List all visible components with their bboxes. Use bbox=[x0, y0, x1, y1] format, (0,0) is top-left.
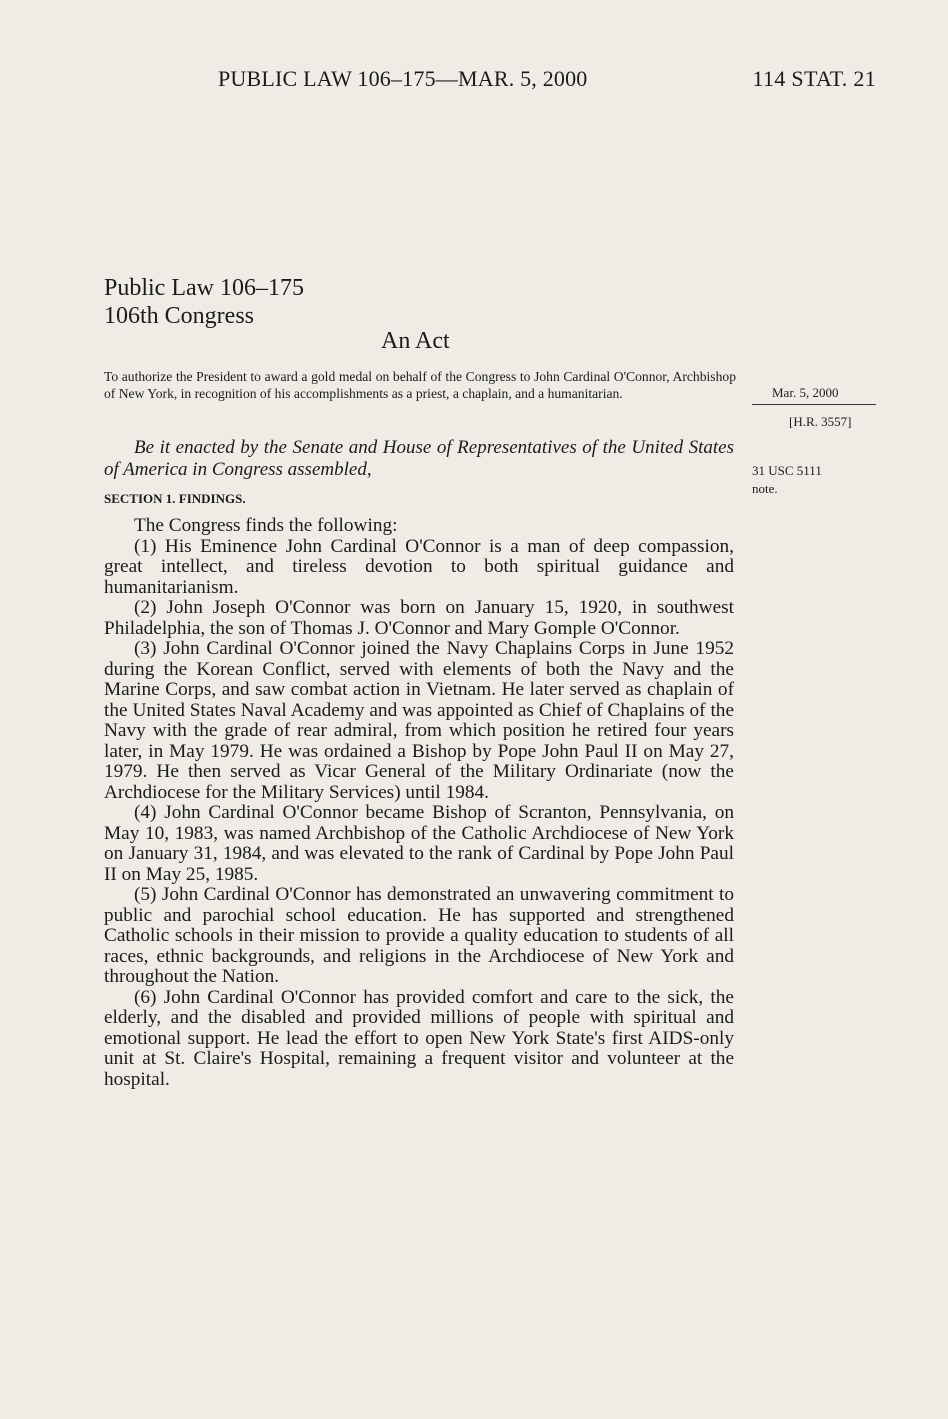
finding-paragraph: (2) John Joseph O'Connor was born on January 15, 1920, in southwest Philadelphia, the son of Thomas J. O'Connor and Mary Gomple O'Connor. bbox=[104, 597, 734, 639]
findings-body bbox=[104, 516, 734, 1090]
margin-note-usc bbox=[752, 462, 822, 498]
law-title-block bbox=[104, 274, 304, 330]
finding-paragraph: (4) John Cardinal O'Connor became Bishop of Scranton, Pennsylvania, on May 10, 1983, was named Archbishop of the Catholic Archdiocese of New York on January 31, 1984, and was elevated to the rank of Cardinal by Pope John Paul II on May 25, 1985. bbox=[104, 802, 734, 885]
enacting-clause: Be it enacted by the Senate and House of Representatives of the United States of America in Congress assembled, bbox=[104, 437, 734, 480]
running-head bbox=[0, 66, 948, 96]
margin-rule bbox=[752, 404, 876, 405]
usc-citation: 31 USC 5111 bbox=[752, 463, 822, 478]
running-head-citation: PUBLIC LAW 106–175—MAR. 5, 2000 bbox=[218, 66, 588, 91]
section-heading: SECTION 1. FINDINGS. bbox=[104, 491, 246, 506]
finding-paragraph: (1) His Eminence John Cardinal O'Connor is a man of deep compassion, great intellect, and tireless devotion to both spiritual guidance and humanitarianism. bbox=[104, 535, 734, 598]
act-title: An Act bbox=[381, 328, 450, 354]
finding-paragraph: (6) John Cardinal O'Connor has provided comfort and care to the sick, the elderly, and the disabled and provided millions of people with spiritual and emotional support. He lead the effort to open New York State's first AIDS-only unit at St. Claire's Hospital, remaining a frequent visitor and volunteer at the hospital. bbox=[104, 986, 734, 1090]
statute-page-number: 114 STAT. 21 bbox=[752, 66, 876, 91]
finding-paragraph: (5) John Cardinal O'Connor has demonstrated an unwavering commitment to public and parochial school education. He has supported and strengthened Catholic schools in their mission to provide a quality education to students of all races, ethnic backgrounds, and religions in the Archdiocese of New York and throughout the Nation. bbox=[104, 884, 734, 987]
margin-note-date: Mar. 5, 2000 bbox=[772, 385, 839, 400]
margin-note-bill: [H.R. 3557] bbox=[789, 414, 852, 429]
findings-intro: The Congress finds the following: bbox=[134, 515, 398, 536]
finding-paragraph: (3) John Cardinal O'Connor joined the Navy Chaplains Corps in June 1952 during the Korean Conflict, served with elements of both the Navy and the Marine Corps, and saw combat action in Vietnam. He later served as chaplain of the United States Naval Academy and was appointed as Chief of Chaplains of the Navy with the grade of rear admiral, from which position he retired four years later, in May 1979. He was ordained a Bishop by Pope John Paul II on May 27, 1979. He then served as Vicar General of the Military Ordinariate (now the Archdiocese for the Military Services) until 1984. bbox=[104, 638, 734, 803]
public-law-number: Public Law 106–175 bbox=[104, 275, 304, 301]
usc-note: note. bbox=[752, 481, 778, 496]
purpose-clause: To authorize the President to award a gold medal on behalf of the Congress to John Cardinal O'Connor, Archbishop of New York, in recognition of his accomplishments as a priest, a chaplain, and a humanitarian. bbox=[104, 369, 736, 401]
congress-number: 106th Congress bbox=[104, 303, 254, 329]
